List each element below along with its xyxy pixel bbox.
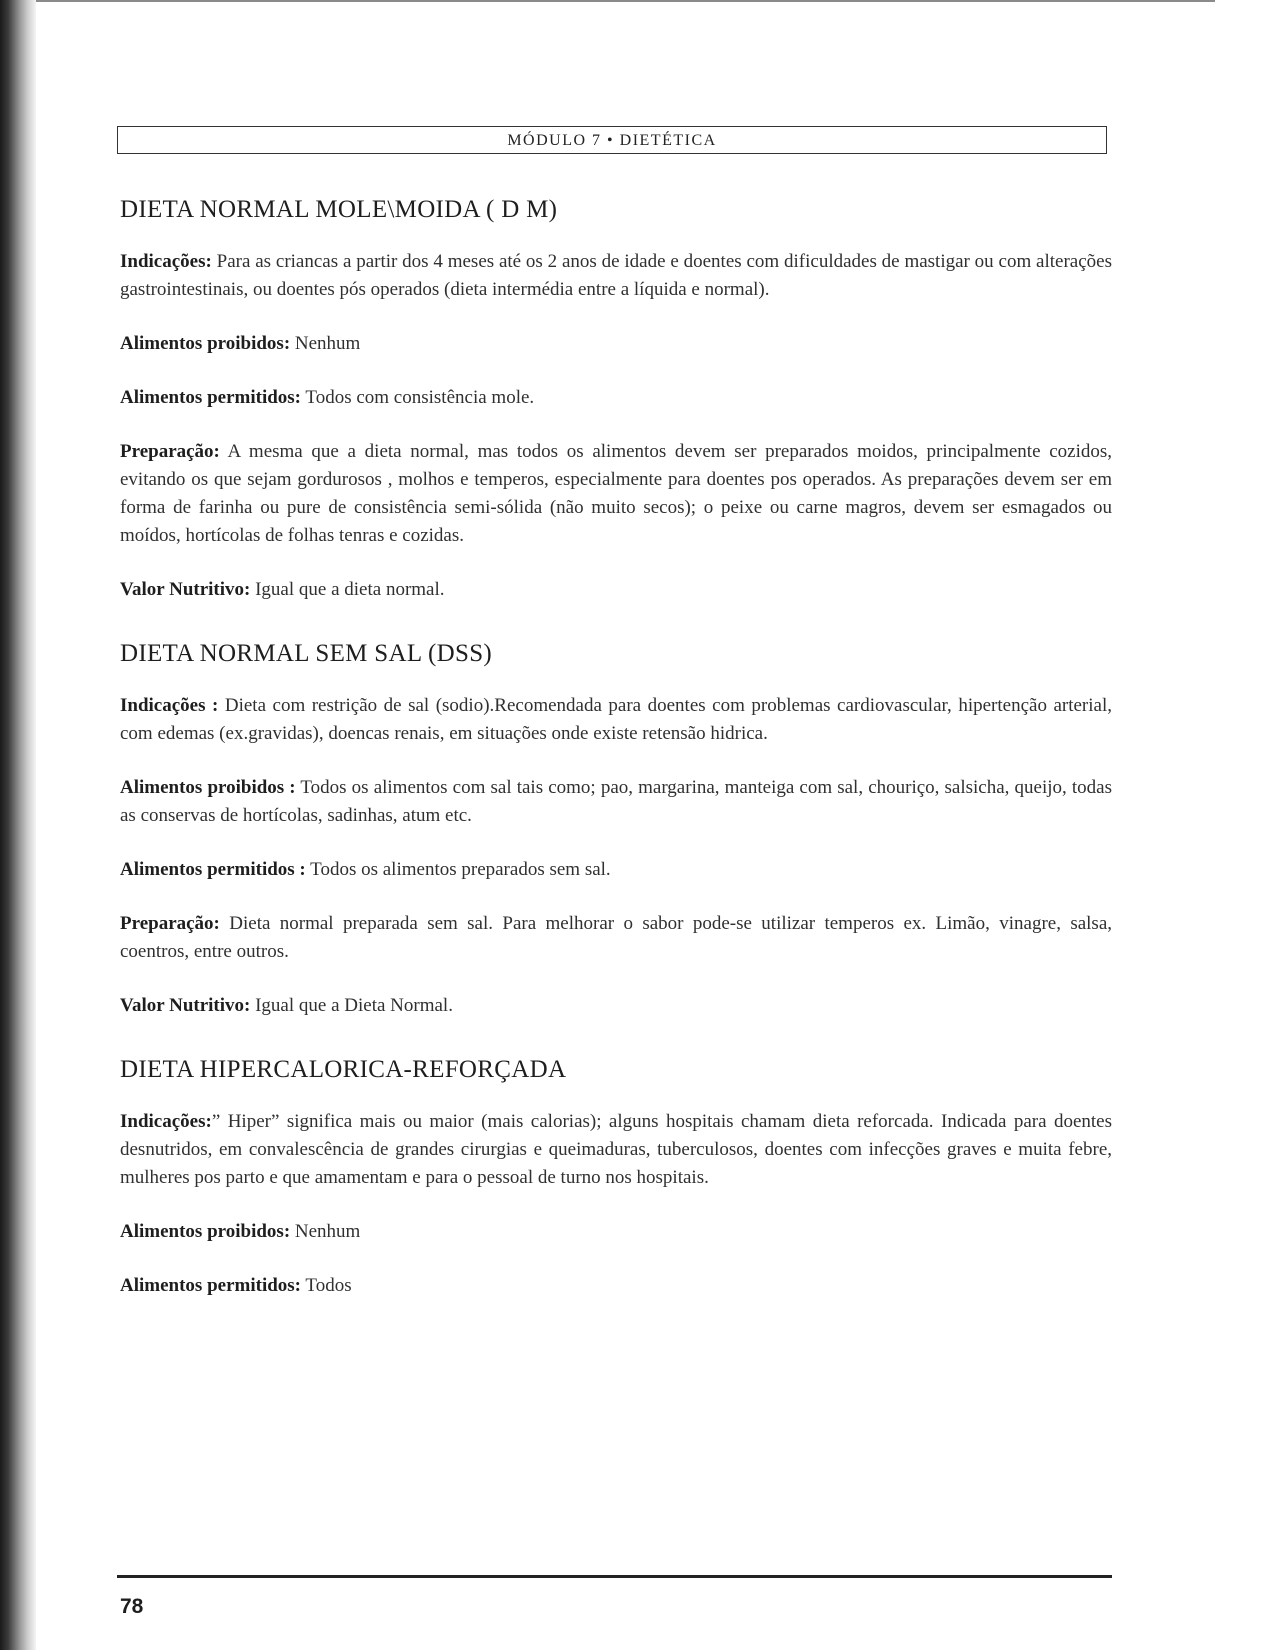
proibidos-label: Alimentos proibidos : (120, 777, 296, 798)
indicacoes-text: Dieta com restrição de sal (sodio).Recomendada para doentes com problemas cardiovascular, hipertenção arterial, com edemas (ex.gravidas), doencas renais, em situações onde existe retensão hidrica. (120, 695, 1112, 744)
permitidos-label: Alimentos permitidos: (120, 387, 302, 408)
proibidos-paragraph (120, 774, 1112, 830)
permitidos-paragraph (120, 384, 1112, 412)
indicacoes-label: Indicações : (120, 695, 219, 716)
preparacao-paragraph (120, 910, 1112, 966)
preparacao-label: Preparação: (120, 913, 220, 934)
footer-rule (117, 1575, 1112, 1578)
valor-paragraph (120, 576, 1112, 604)
proibidos-text: Nenhum (290, 1221, 361, 1242)
section-title: DIETA NORMAL SEM SAL (DSS) (120, 640, 493, 667)
valor-text: Igual que a Dieta Normal. (250, 995, 453, 1016)
section-title: DIETA HIPERCALORICA-REFORÇADA (120, 1056, 567, 1083)
proibidos-text: Todos os alimentos com sal tais como; pao, margarina, manteiga com sal, chouriço, salsicha, queijo, todas as conservas de hortícolas, sadinhas, atum etc. (120, 777, 1112, 826)
section-dieta-sem-sal (120, 640, 1112, 1020)
preparacao-paragraph (120, 438, 1112, 550)
valor-text: Igual que a dieta normal. (250, 579, 445, 600)
valor-label: Valor Nutritivo: (120, 579, 251, 600)
indicacoes-paragraph (120, 248, 1112, 304)
permitidos-paragraph (120, 1272, 1112, 1300)
indicacoes-text: Para as criancas a partir dos 4 meses até os 2 anos de idade e doentes com dificuldades de mastigar ou com alterações gastrointestinais, ou doentes pós operados (dieta intermédia entre a líquida e normal). (120, 251, 1112, 300)
section-dieta-hipercalorica (120, 1056, 1112, 1300)
proibidos-paragraph (120, 1218, 1112, 1246)
scan-binding-edge (0, 0, 36, 1650)
page-number: 78 (120, 1595, 144, 1618)
indicacoes-paragraph (120, 1108, 1112, 1192)
module-header-title: MÓDULO 7 • DIETÉTICA (507, 132, 717, 149)
proibidos-paragraph (120, 330, 1112, 358)
indicacoes-label: Indicações: (120, 251, 212, 272)
proibidos-label: Alimentos proibidos: (120, 333, 291, 354)
permitidos-text: Todos (301, 1275, 352, 1296)
section-title: DIETA NORMAL MOLE\MOIDA ( D M) (120, 196, 558, 223)
proibidos-label: Alimentos proibidos: (120, 1221, 291, 1242)
permitidos-paragraph (120, 856, 1112, 884)
permitidos-text: Todos com consistência mole. (301, 387, 535, 408)
valor-paragraph (120, 992, 1112, 1020)
permitidos-label: Alimentos permitidos : (120, 859, 306, 880)
indicacoes-label: Indicações: (120, 1111, 212, 1132)
valor-label: Valor Nutritivo: (120, 995, 251, 1016)
indicacoes-paragraph (120, 692, 1112, 748)
preparacao-text: A mesma que a dieta normal, mas todos os alimentos devem ser preparados moidos, principalmente cozidos, evitando os que sejam gordurosos , molhos e temperos, especialmente para doentes pos operados. As preparações devem ser em forma de farinha ou pure de consistência semi-sólida (não muito secos); o peixe ou carne magros, devem ser esmagados ou moídos, hortícolas de folhas tenras e cozidas. (120, 441, 1112, 546)
permitidos-text: Todos os alimentos preparados sem sal. (305, 859, 611, 880)
permitidos-label: Alimentos permitidos: (120, 1275, 302, 1296)
module-header (117, 126, 1107, 154)
page-content (120, 196, 1112, 1300)
proibidos-text: Nenhum (290, 333, 361, 354)
section-dieta-mole (120, 196, 1112, 604)
top-edge-line (36, 0, 1215, 2)
preparacao-text: Dieta normal preparada sem sal. Para melhorar o sabor pode-se utilizar temperos ex. Limão, vinagre, salsa, coentros, entre outros. (120, 913, 1112, 962)
preparacao-label: Preparação: (120, 441, 220, 462)
indicacoes-text: ” Hiper” significa mais ou maior (mais calorias); alguns hospitais chamam dieta reforcada. Indicada para doentes desnutridos, em convalescência de grandes cirurgias e queimaduras, tuberculosos, doentes com infecções graves e muita febre, mulheres pos parto e que amamentam e para o pessoal de turno nos hospitais. (120, 1111, 1112, 1188)
